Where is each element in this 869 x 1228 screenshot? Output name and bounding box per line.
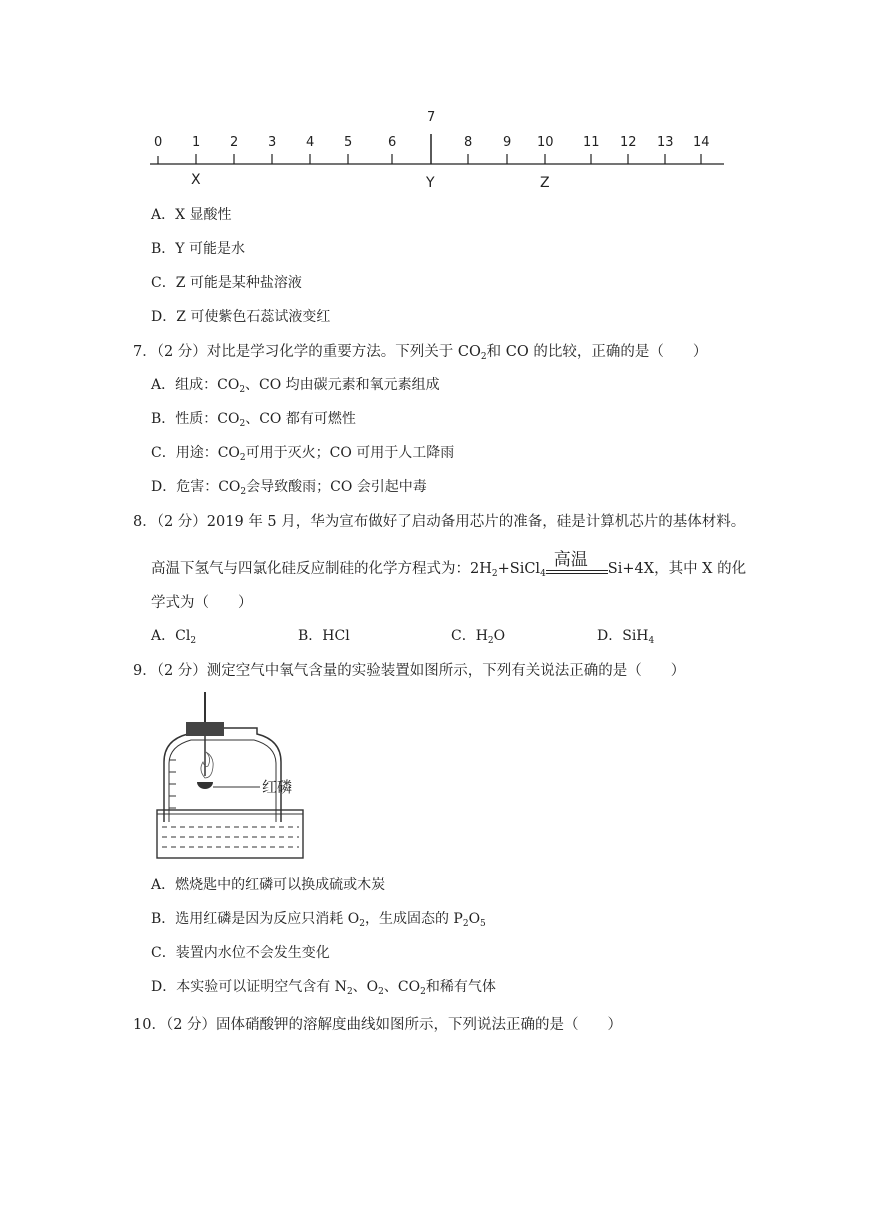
ph-scale-figure [150, 108, 730, 198]
q8-stem-line1: 8．（2 分）2019 年 5 月，华为宣布做好了启动备用芯片的准备，硅是计算机芯片的基体材料。 [133, 514, 746, 530]
q6-option-a: A．X 显酸性 [151, 207, 232, 223]
q7-option-c: C．用途：$CO_2$可用于灭火；CO 可用于人工降雨 [151, 445, 455, 463]
ph-tick-label: 12 [620, 135, 637, 150]
q7-stem: 7．（2 分）对比是学习化学的重要方法。下列关于 $CO_2$和 CO 的比较，正确的是（ ） [133, 344, 708, 362]
ph-tick-label: 7 [427, 110, 436, 125]
q8-stem-line3: 学式为（ ） [151, 595, 253, 611]
q8-stem-line2: 高温下氢气与四氯化硅反应制硅的化学方程式为：$2H_2+SiCl_4$ 高温 Si+4X，其中 X 的化 [151, 550, 747, 579]
ph-tick-label: 1 [192, 135, 201, 150]
q9-option-b: B．选用红磷是因为反应只消耗 $O_2$，生成固态的 $P_2O_5$ [151, 911, 486, 929]
ph-tick-label: 8 [464, 135, 473, 150]
q6-option-b: B．Y 可能是水 [151, 241, 245, 257]
ph-tick-label: 4 [306, 135, 315, 150]
q7-option-d: D．危害：$CO_2$会导致酸雨；CO 会引起中毒 [151, 479, 427, 497]
q6-option-d: D．Z 可使紫色石蕊试液变红 [151, 309, 331, 325]
ph-tick-label: 11 [583, 135, 600, 150]
ph-tick-label: 3 [268, 135, 277, 150]
ph-scale-axis [150, 108, 730, 198]
ph-tick-label: 6 [388, 135, 397, 150]
ph-marker-z: Z [540, 175, 550, 191]
ph-tick-label: 13 [657, 135, 674, 150]
ph-tick-label: 14 [693, 135, 710, 150]
q8-option-c: C．$H_2O$ [451, 628, 506, 646]
ph-tick-label: 0 [154, 135, 163, 150]
reaction-condition-arrow: 高温 [546, 549, 608, 579]
q9-apparatus-figure [150, 688, 310, 864]
q9-stem: 9．（2 分）测定空气中氧气含量的实验装置如图所示，下列有关说法正确的是（ ） [133, 663, 686, 679]
q9-option-d: D．本实验可以证明空气含有 $N_2$、$O_2$、$CO_2$和稀有气体 [151, 979, 496, 997]
q7-option-a: A．组成：$CO_2$、CO 均由碳元素和氧元素组成 [151, 377, 440, 395]
q8-option-a: A．$Cl_2$ [151, 628, 197, 646]
ph-tick-label: 2 [230, 135, 239, 150]
ph-tick-label: 10 [537, 135, 554, 150]
ph-marker-y: Y [426, 175, 435, 191]
q8-option-b: B．HCl [298, 628, 350, 644]
red-phosphorus-label: 红磷 [262, 778, 293, 796]
q7-option-b: B．性质：$CO_2$、CO 都有可燃性 [151, 411, 356, 429]
q9-option-a: A．燃烧匙中的红磷可以换成硫或木炭 [151, 877, 386, 893]
ph-marker-x: X [191, 172, 201, 188]
q10-stem: 10．（2 分）固体硝酸钾的溶解度曲线如图所示，下列说法正确的是（ ） [133, 1017, 623, 1033]
q9-option-c: C．装置内水位不会发生变化 [151, 945, 330, 961]
ph-tick-label: 5 [344, 135, 353, 150]
q6-option-c: C．Z 可能是某种盐溶液 [151, 275, 302, 291]
q8-option-d: D．SiH$_4$ [597, 628, 655, 646]
ph-tick-label: 9 [503, 135, 512, 150]
